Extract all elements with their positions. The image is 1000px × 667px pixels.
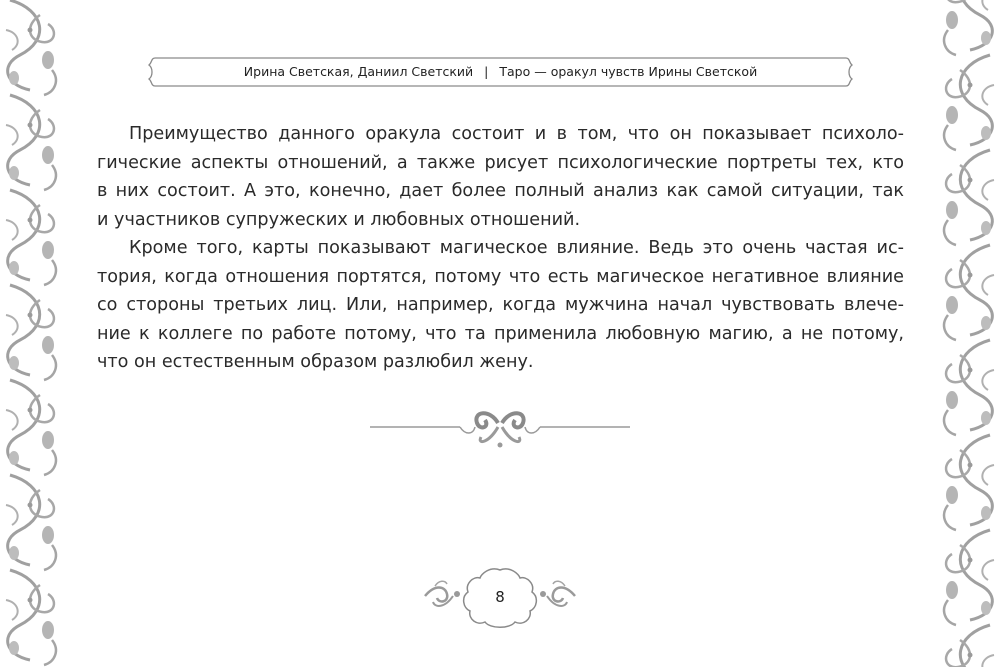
running-header [147, 57, 854, 87]
header-book-title: Таро — оракул чувств Ирины Светской [499, 64, 758, 79]
paragraph [97, 234, 904, 377]
header-separator: | [484, 64, 489, 79]
text-line: ние к коллеге по работе потому, что та применила любовную магию, а не потому, [97, 323, 904, 344]
text-line: со стороны третьих лиц. Или, например, когда мужчина начал чувствовать влече- [97, 295, 904, 315]
paragraph [97, 120, 904, 234]
floral-border-right-icon [938, 0, 1000, 667]
text-line: в них состоит. А это, конечно, дает более полный анализ как самой ситуации, так [97, 181, 904, 201]
floral-border-left-icon [0, 0, 62, 667]
text-line: Преимущество данного оракула состоит и в том, что он показывает психоло- [129, 124, 904, 144]
text-line: тория, когда отношения портятся, потому что есть магическое негативное влияние [97, 266, 904, 287]
text-line: гические аспекты отношений, а также рисует психологические портреты тех, кто [97, 152, 904, 173]
body-text [97, 120, 904, 377]
text-line: что он естественным образом разлюбил жену. [97, 352, 534, 372]
page-number: 8 [495, 588, 505, 606]
text-line: и участников супружеских и любовных отношений. [97, 209, 581, 230]
text-line: Кроме того, карты показывают магическое влияние. Ведь это очень частая ис- [129, 238, 904, 258]
swirl-divider-icon [365, 405, 635, 457]
header-authors: Ирина Светская, Даниил Светский [243, 64, 474, 79]
